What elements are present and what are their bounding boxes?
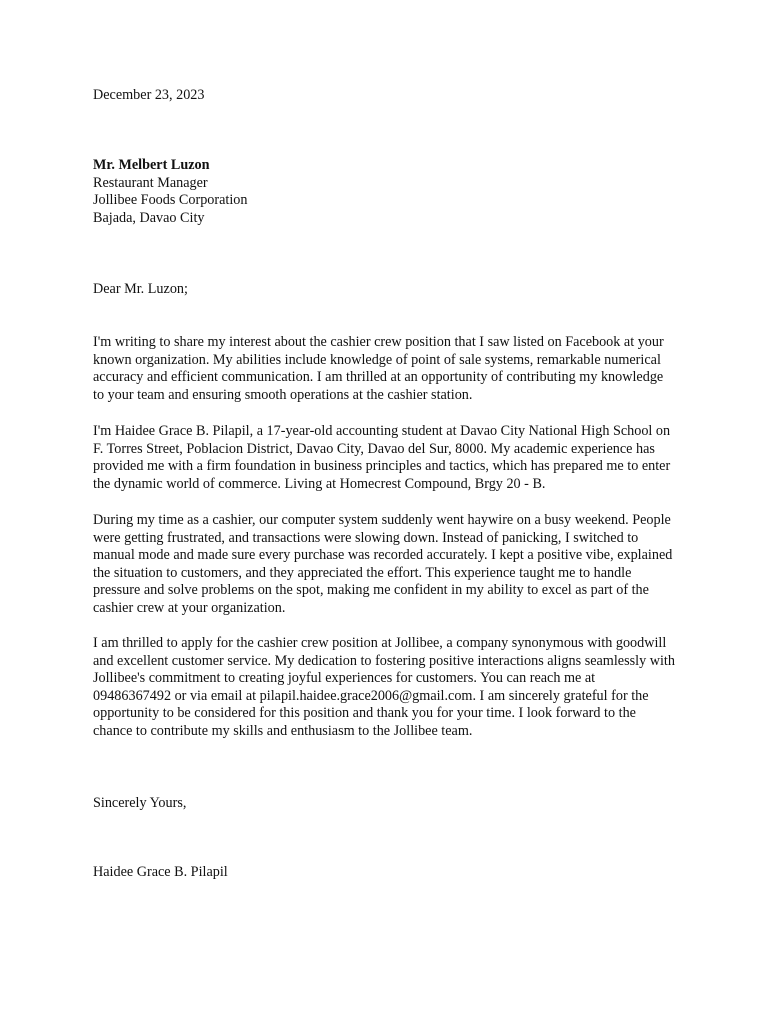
paragraph-line: accuracy and efficient communication. I am thrilled at an opportunity of contributing my knowledge xyxy=(93,369,664,386)
paragraph-line: cashier crew at your organization. xyxy=(93,599,286,616)
paragraph-line: I am thrilled to apply for the cashier crew position at Jollibee, a company synonymous with goodwill xyxy=(93,635,667,651)
salutation xyxy=(93,281,683,299)
paragraph-line: manual mode and made sure every purchase was recorded accurately. I kept a positive vibe, explained xyxy=(93,547,673,564)
complimentary-close xyxy=(93,795,683,813)
paragraph-line: the dynamic world of commerce. Living at Homecrest Compound, Brgy 20 - B. xyxy=(93,475,546,492)
signature-name: Haidee Grace B. Pilapil xyxy=(93,864,228,880)
recipient-name: Mr. Melbert Luzon xyxy=(93,157,210,173)
recipient-title: Restaurant Manager xyxy=(93,174,208,191)
paragraph-line: F. Torres Street, Poblacion District, Davao City, Davao del Sur, 8000. My academic experience has xyxy=(93,440,655,457)
body-paragraph-experience xyxy=(93,512,683,618)
body-paragraph-background xyxy=(93,423,683,493)
body-paragraph-intro xyxy=(93,334,683,404)
letter-date xyxy=(93,87,683,105)
paragraph-line: Jollibee's commitment to creating joyful experiences for customers. You can reach me at xyxy=(93,670,596,687)
paragraph-line: chance to contribute my skills and enthusiasm to the Jollibee team. xyxy=(93,722,473,739)
paragraph-line: I'm Haidee Grace B. Pilapil, a 17-year-old accounting student at Davao City National High School on xyxy=(93,423,671,439)
body-paragraph-closing xyxy=(93,635,683,741)
paragraph-line: provided me with a firm foundation in business principles and tactics, which has prepared me to enter xyxy=(93,458,671,475)
recipient-address: Bajada, Davao City xyxy=(93,209,205,226)
paragraph-line: were getting frustrated, and transactions were slowing down. Instead of panicking, I switched to xyxy=(93,529,639,546)
paragraph-line: and excellent customer service. My dedication to fostering positive interactions aligns seamlessly with xyxy=(93,652,675,669)
salutation-text: Dear Mr. Luzon; xyxy=(93,281,188,297)
recipient-address-block xyxy=(93,157,683,227)
paragraph-line: pressure and solve problems on the spot, making me confident in my ability to excel as part of the xyxy=(93,582,649,599)
paragraph-line: I'm writing to share my interest about the cashier crew position that I saw listed on Facebook at your xyxy=(93,334,664,350)
recipient-company: Jollibee Foods Corporation xyxy=(93,192,248,209)
paragraph-line: to your team and ensuring smooth operations at the cashier station. xyxy=(93,386,473,403)
signature-block xyxy=(93,864,683,882)
paragraph-line: 09486367492 or via email at pilapil.haidee.grace2006@gmail.com. I am sincerely grateful for the xyxy=(93,687,649,704)
paragraph-line: opportunity to be considered for this position and thank you for your time. I look forward to the xyxy=(93,705,636,722)
paragraph-line: the situation to customers, and they appreciated the effort. This experience taught me to handle xyxy=(93,564,632,581)
date-text: December 23, 2023 xyxy=(93,87,205,103)
closing-text: Sincerely Yours, xyxy=(93,795,187,811)
paragraph-line: During my time as a cashier, our computer system suddenly went haywire on a busy weekend. People xyxy=(93,512,671,528)
paragraph-line: known organization. My abilities include knowledge of point of sale systems, remarkable numerical xyxy=(93,351,661,368)
